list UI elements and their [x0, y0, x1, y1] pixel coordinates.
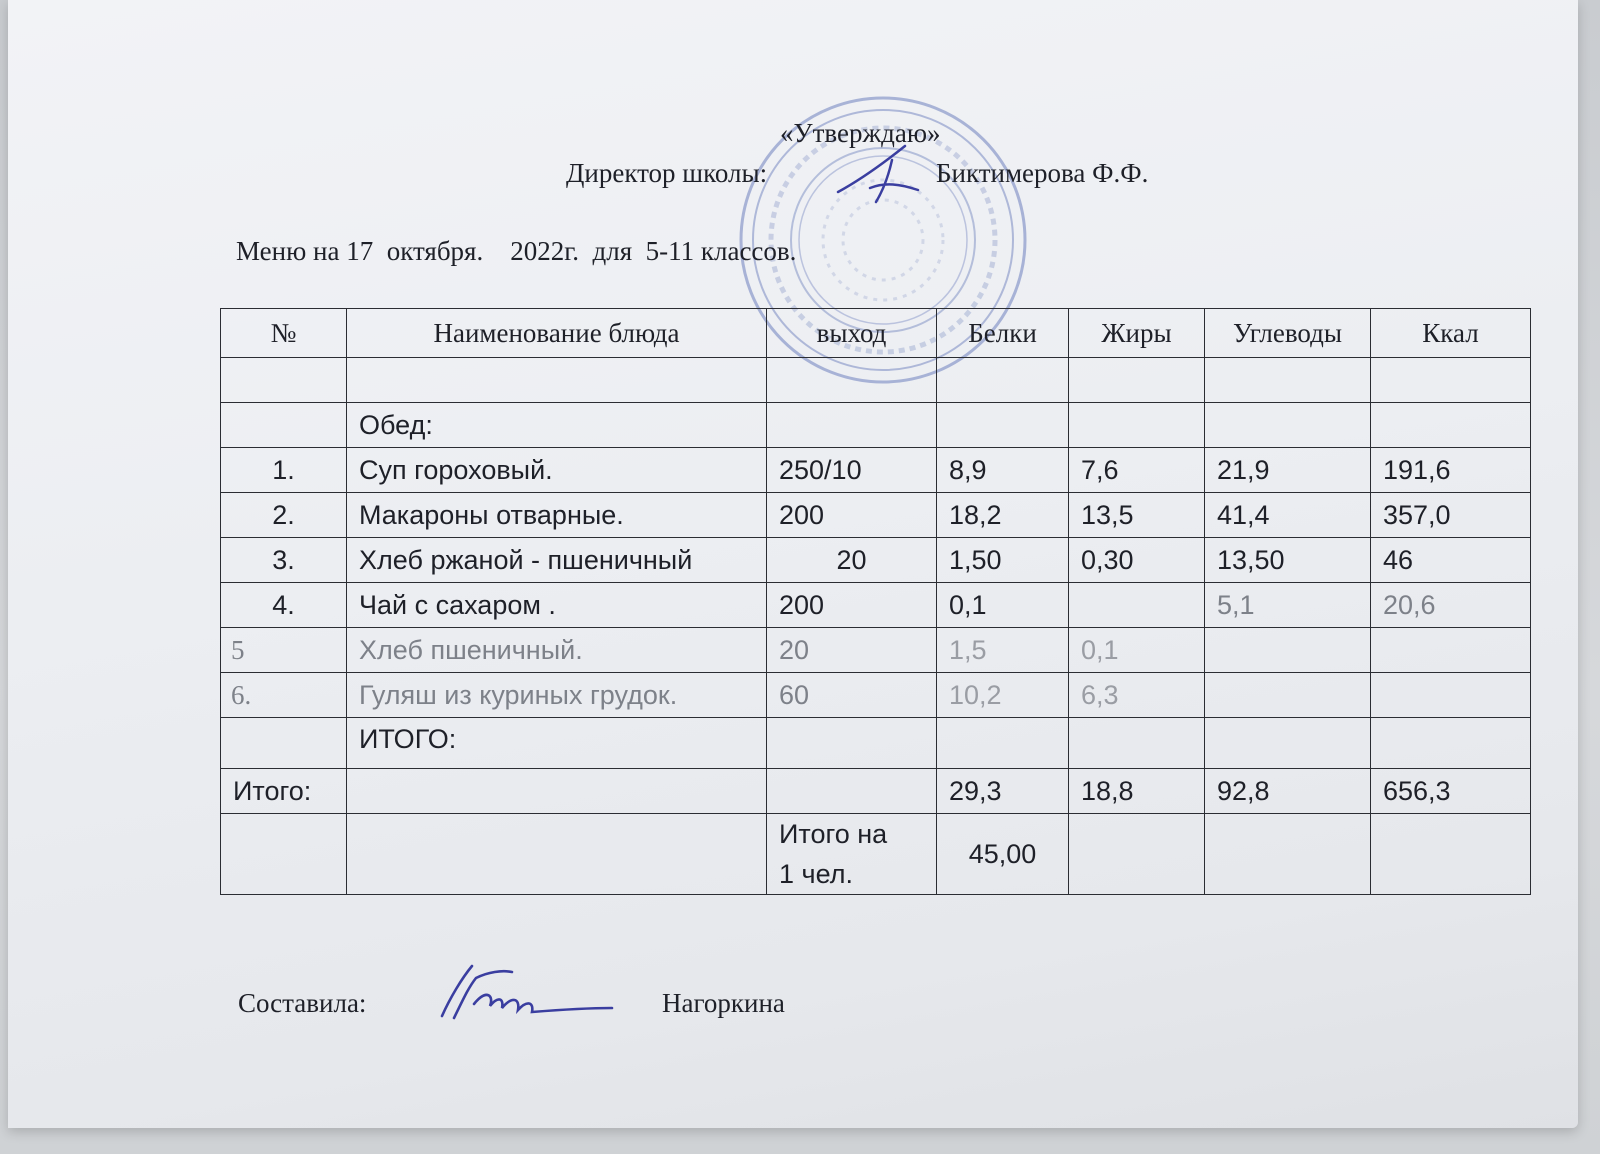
dish-name: Хлеб пшеничный.	[347, 628, 767, 673]
menu-heading: Меню на 17 октября. 2022г. для 5-11 классов.	[236, 236, 797, 266]
totals-fat: 18,8	[1069, 769, 1205, 814]
dish-protein: 0,1	[937, 583, 1069, 628]
dish-protein: 10,2	[937, 673, 1069, 718]
dish-kcal: 46	[1371, 538, 1531, 583]
dish-fat: 13,5	[1069, 493, 1205, 538]
compiled-name: Нагоркина	[662, 988, 785, 1018]
dish-yield: 60	[767, 673, 937, 718]
totals-carbs: 92,8	[1205, 769, 1371, 814]
row-number: 6.	[221, 673, 347, 718]
col-header-fat: Жиры	[1069, 309, 1205, 358]
dish-protein: 18,2	[937, 493, 1069, 538]
per-person-label-line2: 1 чел.	[779, 859, 853, 889]
col-header-kcal: Ккал	[1371, 309, 1531, 358]
approval-title: «Утверждаю»	[780, 118, 941, 148]
col-header-carbs: Углеводы	[1205, 309, 1371, 358]
dish-yield: 250/10	[767, 448, 937, 493]
dish-fat: 0,1	[1069, 628, 1205, 673]
director-name: Биктимерова Ф.Ф.	[936, 158, 1149, 188]
dish-fat: 0,30	[1069, 538, 1205, 583]
dish-protein: 1,5	[937, 628, 1069, 673]
dish-fat: 7,6	[1069, 448, 1205, 493]
dish-fat	[1069, 583, 1205, 628]
table-row	[221, 538, 1531, 583]
dish-name: Суп гороховый.	[347, 448, 767, 493]
dish-name: Гуляш из куриных грудок.	[347, 673, 767, 718]
dish-yield: 20	[767, 538, 937, 583]
totals-label: Итого:	[221, 769, 347, 814]
table-row-empty	[221, 358, 1531, 403]
row-number: 5	[221, 628, 347, 673]
row-number: 4.	[221, 583, 347, 628]
director-signature	[830, 140, 940, 210]
itogo-caps-label: ИТОГО:	[347, 718, 767, 769]
dish-carbs: 5,1	[1205, 583, 1371, 628]
col-header-dish-name: Наименование блюда	[347, 309, 767, 358]
compiled-label: Составила:	[238, 988, 367, 1018]
table-row	[221, 583, 1531, 628]
row-number: 1.	[221, 448, 347, 493]
dish-carbs: 13,50	[1205, 538, 1371, 583]
col-header-number: №	[221, 309, 347, 358]
dish-name: Чай с сахаром .	[347, 583, 767, 628]
table-row	[221, 673, 1531, 718]
dish-kcal	[1371, 673, 1531, 718]
per-person-label	[767, 814, 937, 895]
dish-kcal: 20,6	[1371, 583, 1531, 628]
table-row-per-person	[221, 814, 1531, 895]
dish-fat: 6,3	[1069, 673, 1205, 718]
dish-carbs	[1205, 673, 1371, 718]
dish-carbs: 21,9	[1205, 448, 1371, 493]
table-row	[221, 628, 1531, 673]
col-header-protein: Белки	[937, 309, 1069, 358]
totals-protein: 29,3	[937, 769, 1069, 814]
dish-kcal: 191,6	[1371, 448, 1531, 493]
director-label: Директор школы:	[566, 158, 768, 188]
table-row-totals	[221, 769, 1531, 814]
table-row	[221, 448, 1531, 493]
dish-yield: 20	[767, 628, 937, 673]
section-label: Обед:	[347, 403, 767, 448]
dish-carbs	[1205, 628, 1371, 673]
dish-protein: 8,9	[937, 448, 1069, 493]
menu-table	[220, 308, 1531, 895]
totals-kcal: 656,3	[1371, 769, 1531, 814]
table-header-row	[221, 309, 1531, 358]
per-person-label-line1: Итого на	[779, 819, 888, 849]
dish-yield: 200	[767, 493, 937, 538]
row-number: 3.	[221, 538, 347, 583]
row-number: 2.	[221, 493, 347, 538]
dish-kcal: 357,0	[1371, 493, 1531, 538]
table-row-itogo-caps	[221, 718, 1531, 769]
dish-protein: 1,50	[937, 538, 1069, 583]
dish-name: Хлеб ржаной - пшеничный	[347, 538, 767, 583]
dish-name: Макароны отварные.	[347, 493, 767, 538]
table-row-section	[221, 403, 1531, 448]
compiler-signature	[432, 958, 622, 1038]
table-row	[221, 493, 1531, 538]
dish-kcal	[1371, 628, 1531, 673]
dish-yield: 200	[767, 583, 937, 628]
per-person-value: 45,00	[937, 814, 1069, 895]
col-header-yield: выход	[767, 309, 937, 358]
dish-carbs: 41,4	[1205, 493, 1371, 538]
